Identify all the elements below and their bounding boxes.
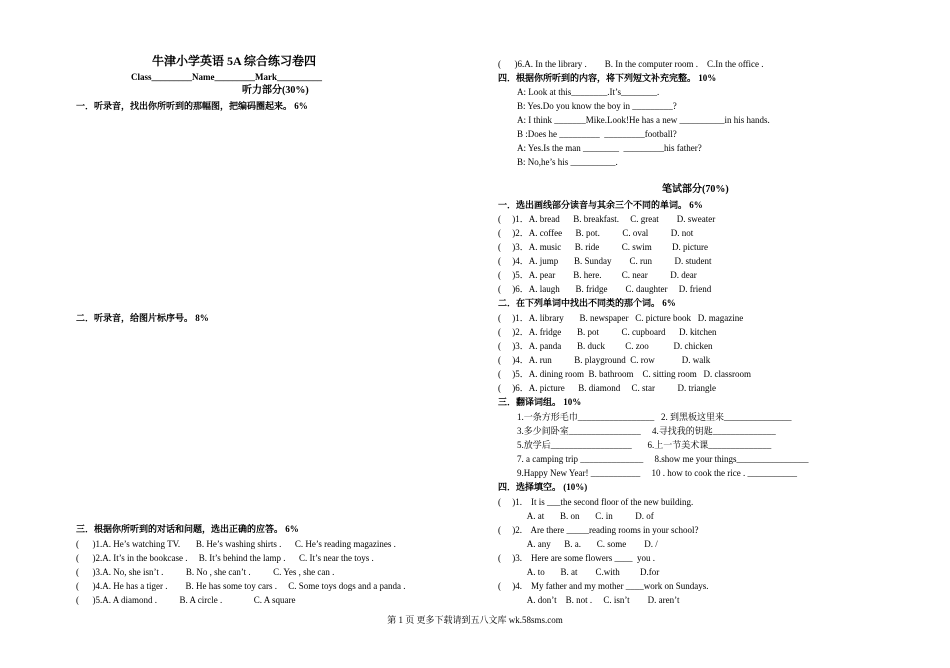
written-w4-heading: 四．选择填空。 (10%): [498, 482, 588, 492]
w2-item-5: ( )5．A. dining room B. bathroom C. sitting room D. classroom: [498, 369, 751, 379]
w2-item-1: ( )1．A. library B. newspaper C. picture book D. magazine: [498, 313, 744, 323]
w1-item-4: ( )4．A. jump B. Sunday C. run D. student: [498, 256, 712, 266]
w1-item-2: ( )2．A. coffee B. pot. C. oval D. not: [498, 228, 694, 238]
q3-item-5: ( )5.A. A diamond . B. A circle . C. A square: [76, 595, 296, 605]
q4-line-2: B: Yes.Do you know the boy in _________?: [517, 101, 677, 111]
q4-line-3: A: I think _______Mike.Look!He has a new __________in his hands.: [517, 115, 770, 125]
q3-item-6: ( )6.A. In the library . B. In the computer room . C.In the office .: [498, 59, 764, 69]
w4-item-4: ( )4. My father and my mother ____work on Sundays.: [498, 581, 709, 591]
listening-q3-heading: 三．根据你所听到的对话和问题，选出正确的应答。 6%: [76, 524, 299, 534]
w1-item-5: ( )5．A. pear B. here. C. near D. dear: [498, 270, 697, 280]
w4-item-1-options: A. at B. on C. in D. of: [498, 511, 654, 521]
q3-item-3: ( )3.A. No, she isn’t . B. No , she can’t . C. Yes , she can .: [76, 567, 335, 577]
q4-line-4: B :Does he _________ _________football?: [517, 129, 677, 139]
w4-item-2-options: A. any B. a. C. some D. /: [498, 539, 658, 549]
q3-item-1: ( )1.A. He’s watching TV. B. He’s washing shirts . C. He’s reading magazines .: [76, 539, 396, 549]
class-name-mark-line: Class_________Name_________Mark__________: [131, 72, 322, 82]
w1-item-6: ( )6．A. laugh B. fridge C. daughter D. friend: [498, 284, 712, 294]
q4-line-5: A: Yes.Is the man ________ _________his father?: [517, 143, 702, 153]
w2-item-2: ( )2．A. fridge B. pot C. cupboard D. kitchen: [498, 327, 717, 337]
q3-item-4: ( )4.A. He has a tiger . B. He has some toy cars . C. Some toys dogs and a panda .: [76, 581, 406, 591]
w4-item-2: ( )2. Are there _____reading rooms in your school?: [498, 525, 699, 535]
exam-title: 牛津小学英语 5A 综合练习卷四: [152, 54, 317, 68]
w1-item-3: ( )3．A. music B. ride C. swim D. picture: [498, 242, 708, 252]
q4-line-6: B: No,he’s his __________.: [517, 157, 618, 167]
w3-item-2: 3.多少间卧室________________ 4.寻找我的钥匙______________: [517, 426, 776, 436]
written-heading: 笔试部分(70%): [662, 184, 729, 195]
listening-heading: 听力部分(30%): [242, 85, 309, 96]
page-footer: 第 1 页 更多下载请到五八文库 wk.58sms.com: [387, 615, 563, 625]
written-w2-heading: 二．在下列单词中找出不同类的那个词。 6%: [498, 298, 676, 308]
w2-item-4: ( )4．A. run B. playground C. row D. walk: [498, 355, 711, 365]
written-w1-heading: 一．选出画线部分读音与其余三个不同的单词。 6%: [498, 200, 703, 210]
listening-q2-heading: 二．听录音，给图片标序号。 8%: [76, 313, 209, 323]
w4-item-1: ( )1. It is ___the second floor of the new building.: [498, 497, 694, 507]
w2-item-6: ( )6．A. picture B. diamond C. star D. triangle: [498, 383, 716, 393]
listening-q1-heading: 一．听录音，找出你所听到的那幅图，把编码圈起来。 6%: [76, 101, 308, 111]
w3-item-3: 5.放学后__________________ 6.上一节美术课______________: [517, 440, 772, 450]
w4-item-3: ( )3. Here are some flowers ____ you .: [498, 553, 655, 563]
w4-item-4-options: A. don’t B. not . C. isn’t D. aren’t: [498, 595, 680, 605]
w2-item-3: ( )3．A. panda B. duck C. zoo D. chicken: [498, 341, 713, 351]
listening-q4-heading: 四．根据你所听到的内容，将下列短文补充完整。 10%: [498, 73, 717, 83]
w3-item-5: 9.Happy New Year! ___________ 10 . how to cook the rice . ___________: [517, 468, 797, 478]
q4-line-1: A: Look at this________.It’s________.: [517, 87, 660, 97]
w4-item-3-options: A. to B. at C.with D.for: [498, 567, 660, 577]
w1-item-1: ( )1．A. bread B. breakfast. C. great D. sweater: [498, 214, 716, 224]
q3-item-2: ( )2.A. It’s in the bookcase . B. It’s behind the lamp . C. It’s near the toys .: [76, 553, 374, 563]
w3-item-4: 7. a camping trip ______________ 8.show me your things________________: [517, 454, 809, 464]
w3-item-1: 1.一条方形毛巾_________________ 2. 到黑板这里来_______________: [517, 412, 792, 422]
written-w3-heading: 三．翻译词组。 10%: [498, 397, 582, 407]
